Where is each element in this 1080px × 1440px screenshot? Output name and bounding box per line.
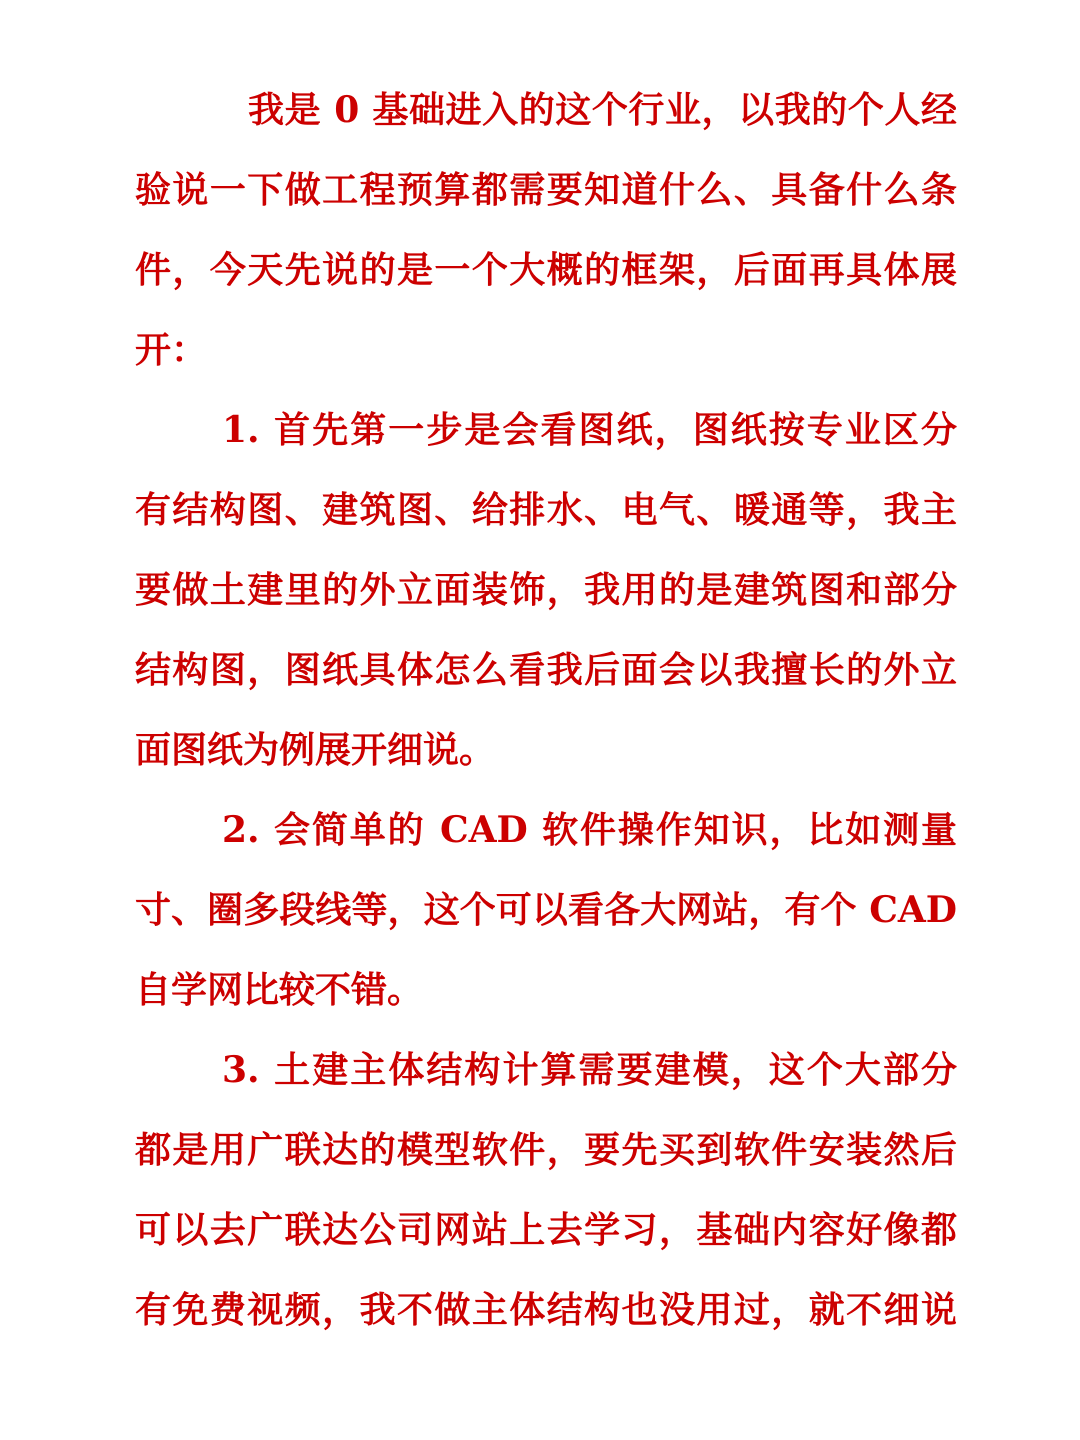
- text-line: 都是用广联达的模型软件，要先买到软件安装然后: [135, 1129, 957, 1171]
- paragraph-intro: [135, 70, 957, 390]
- text-line: 有结构图、建筑图、给排水、电气、暖通等，我主: [135, 489, 957, 531]
- text-line: 我是 0 基础进入的这个行业，以我的个人经: [248, 89, 957, 131]
- document-page: [135, 70, 957, 1350]
- text-line: 件，今天先说的是一个大概的框架，后面再具体展: [135, 249, 957, 291]
- text-line: 有免费视频，我不做主体结构也没用过，就不细说: [135, 1289, 957, 1331]
- text-line: 开：: [135, 329, 208, 371]
- text-line: 验说一下做工程预算都需要知道什么、具备什么条: [135, 169, 957, 211]
- text-line: 面图纸为例展开细说。: [135, 729, 496, 771]
- text-line: 要做土建里的外立面装饰，我用的是建筑图和部分: [135, 569, 957, 611]
- text-line: 寸、圈多段线等，这个可以看各大网站，有个 CAD: [135, 889, 957, 931]
- paragraph-step-1: [135, 390, 957, 790]
- text-line: 3. 土建主体结构计算需要建模，这个大部分: [222, 1049, 957, 1091]
- text-line: 自学网比较不错。: [135, 969, 424, 1011]
- text-line: 结构图，图纸具体怎么看我后面会以我擅长的外立: [135, 649, 957, 691]
- paragraph-step-3: [135, 1030, 957, 1350]
- text-line: 可以去广联达公司网站上去学习，基础内容好像都: [135, 1209, 957, 1251]
- paragraph-step-2: [135, 790, 957, 1030]
- text-line: 2. 会简单的 CAD 软件操作知识，比如测量: [222, 809, 957, 851]
- text-line: 1. 首先第一步是会看图纸，图纸按专业区分: [222, 409, 957, 451]
